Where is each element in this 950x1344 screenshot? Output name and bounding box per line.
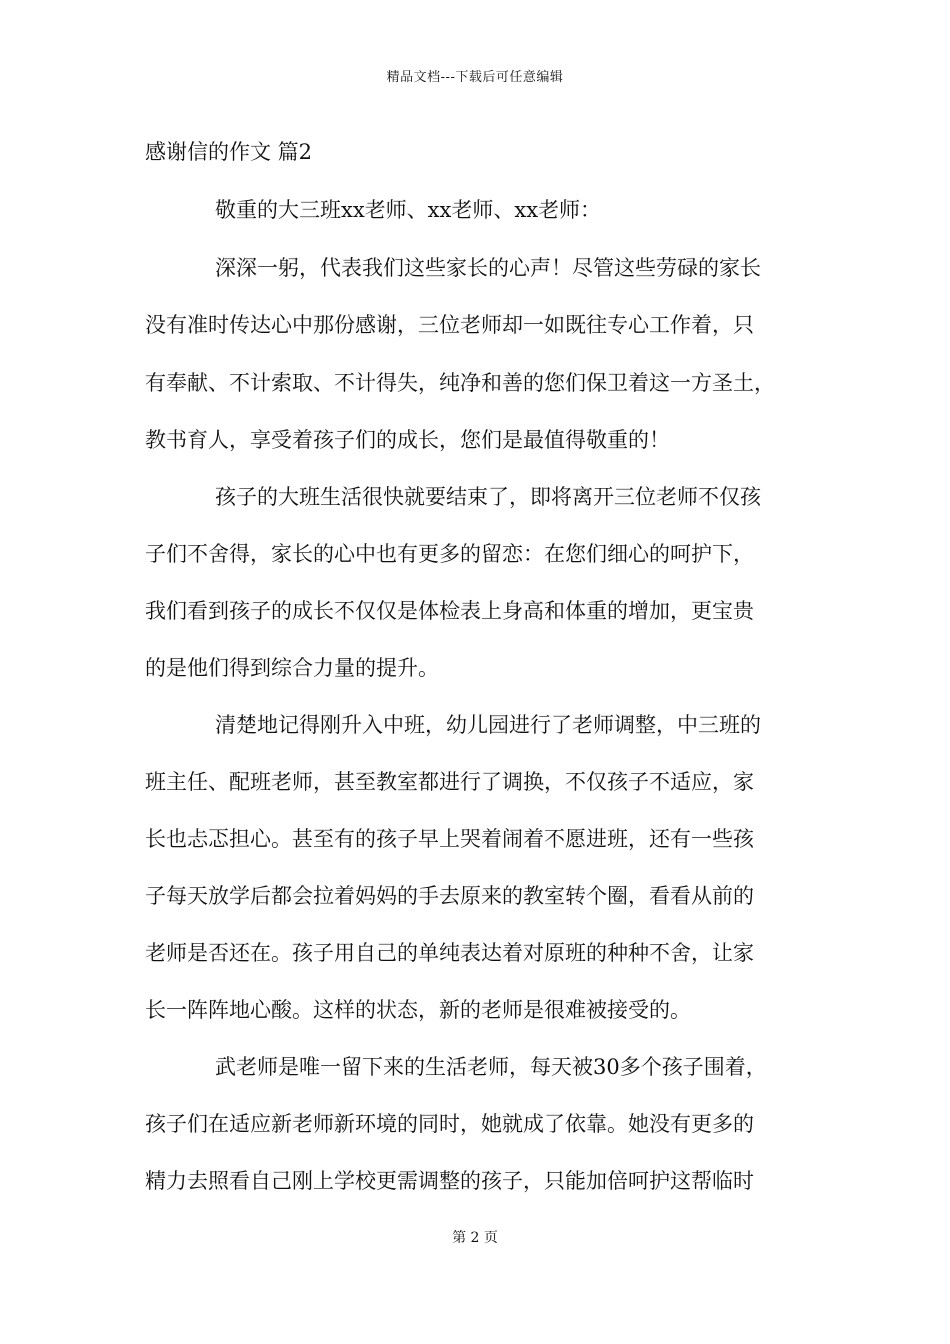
paragraph-1-line-4: 教书育人，享受着孩子们的成长，您们是最值得敬重的！ [145,428,670,452]
paragraph-2-line-1: 孩子的大班生活很快就要结束了，即将离开三位老师不仅孩 [215,485,761,509]
salutation: 敬重的大三班xx老师、xx老师、xx老师： [215,198,602,222]
paragraph-3-line-5: 老师是否还在。孩子用自己的单纯表达着对原班的种种不舍，让家 [145,941,754,965]
paragraph-2-line-2: 子们不舍得，家长的心中也有更多的留恋：在您们细心的呵护下， [145,542,754,566]
paragraph-3-line-6: 长一阵阵地心酸。这样的状态，新的老师是很难被接受的。 [145,998,691,1022]
paragraph-2-line-4: 的是他们得到综合力量的提升。 [145,656,439,680]
document-title: 感谢信的作文 篇2 [145,140,313,164]
paragraph-4-line-2: 孩子们在适应新老师新环境的同时，她就成了依靠。她没有更多的 [145,1112,754,1136]
paragraph-3-line-3: 长也忐忑担心。甚至有的孩子早上哭着闹着不愿进班，还有一些孩 [145,827,754,851]
paragraph-1-line-1: 深深一躬，代表我们这些家长的心声！尽管这些劳碌的家长 [215,256,761,280]
paragraph-4-line-3: 精力去照看自己刚上学校更需调整的孩子，只能加倍呵护这帮临时 [145,1169,754,1193]
paragraph-4-line-1: 武老师是唯一留下来的生活老师，每天被30多个孩子围着， [215,1055,767,1079]
paragraph-2-line-3: 我们看到孩子的成长不仅仅是体检表上身高和体重的增加，更宝贵 [145,599,754,623]
paragraph-3-line-4: 子每天放学后都会拉着妈妈的手去原来的教室转个圈，看看从前的 [145,884,754,908]
paragraph-1-line-2: 没有准时传达心中那份感谢，三位老师却一如既往专心工作着，只 [145,313,754,337]
paragraph-3-line-1: 清楚地记得刚升入中班，幼儿园进行了老师调整，中三班的 [215,713,761,737]
page-number: 第 2 页 [452,1230,498,1246]
paragraph-1-line-3: 有奉献、不计索取、不计得失，纯净和善的您们保卫着这一方圣土， [145,371,775,395]
paragraph-3-line-2: 班主任、配班老师，甚至教室都进行了调换，不仅孩子不适应，家 [145,770,754,794]
page-header: 精品文档---下载后可任意编辑 [386,70,564,85]
